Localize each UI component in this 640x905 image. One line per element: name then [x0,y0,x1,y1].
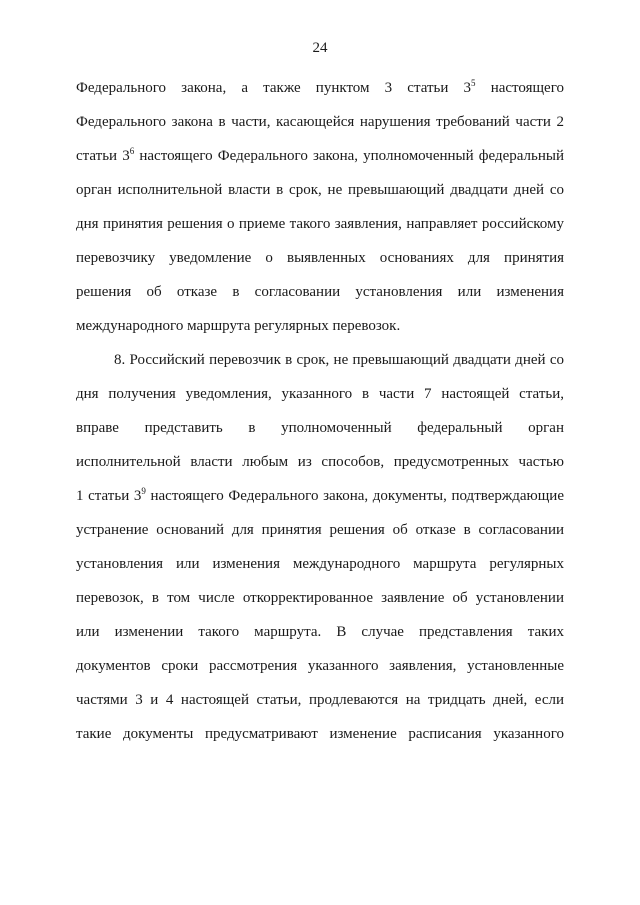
text-line [76,71,564,105]
line-text: настоящего Федерального закона, документы, подтверждающие [145,488,564,504]
text-line [76,173,564,207]
line-text: частями 3 и 4 настоящей статьи, продлеваются на тридцать дней, если [76,692,564,708]
text-line [76,241,564,275]
line-text: 8. Российский перевозчик в срок, не превышающий двадцати дней со [114,352,564,368]
line-text: настоящего [475,80,564,96]
line-text: или изменении такого маршрута. В случае представления таких [76,624,564,640]
line-text: решения об отказе в согласовании установления или изменения [76,284,564,300]
superscript: 5 [471,78,476,88]
text-line [76,207,564,241]
line-text: вправе представить в уполномоченный федеральный орган [76,420,564,436]
line-text: установления или изменения международного маршрута регулярных [76,556,564,572]
line-text: документов сроки рассмотрения указанного заявления, установленные [76,658,564,674]
line-text: перевозчику уведомление о выявленных основаниях для принятия [76,250,564,266]
text-line [76,581,564,615]
text-line [76,615,564,649]
line-text: Федерального закона в части, касающейся нарушения требований части 2 [76,114,564,130]
line-text: 1 статьи 3 [76,488,142,504]
text-line [76,683,564,717]
line-text: дня принятия решения о приеме такого заявления, направляет российскому [76,216,564,232]
text-line [76,513,564,547]
text-line [76,649,564,683]
line-text: такие документы предусматривают изменение расписания указанного [76,726,564,742]
line-text: орган исполнительной власти в срок, не превышающий двадцати дней со [76,182,564,198]
line-text: Федерального закона, а также пунктом 3 статьи 3 [76,80,472,96]
text-line [76,377,564,411]
text-line [76,411,564,445]
line-text: перевозок, в том числе откорректированное заявление об установлении [76,590,564,606]
text-line [76,343,564,377]
text-line [76,547,564,581]
text-line [76,139,564,173]
page-number: 24 [312,40,328,56]
superscript: 6 [129,146,135,156]
text-line [76,445,564,479]
body-text [76,71,564,751]
text-line [76,105,564,139]
line-text: статьи 3 [76,148,130,164]
line-text: устранение оснований для принятия решения об отказе в согласовании [76,522,564,538]
superscript: 9 [141,486,146,496]
line-text: дня получения уведомления, указанного в части 7 настоящей статьи, [76,386,564,402]
line-text: международного маршрута регулярных перевозок. [76,318,401,334]
line-text: исполнительной власти любым из способов, предусмотренных частью [76,454,564,470]
text-line [76,309,564,343]
text-line [76,717,564,751]
text-line [76,479,564,513]
line-text: настоящего Федерального закона, уполномоченный федеральный [134,148,564,164]
text-line [76,275,564,309]
